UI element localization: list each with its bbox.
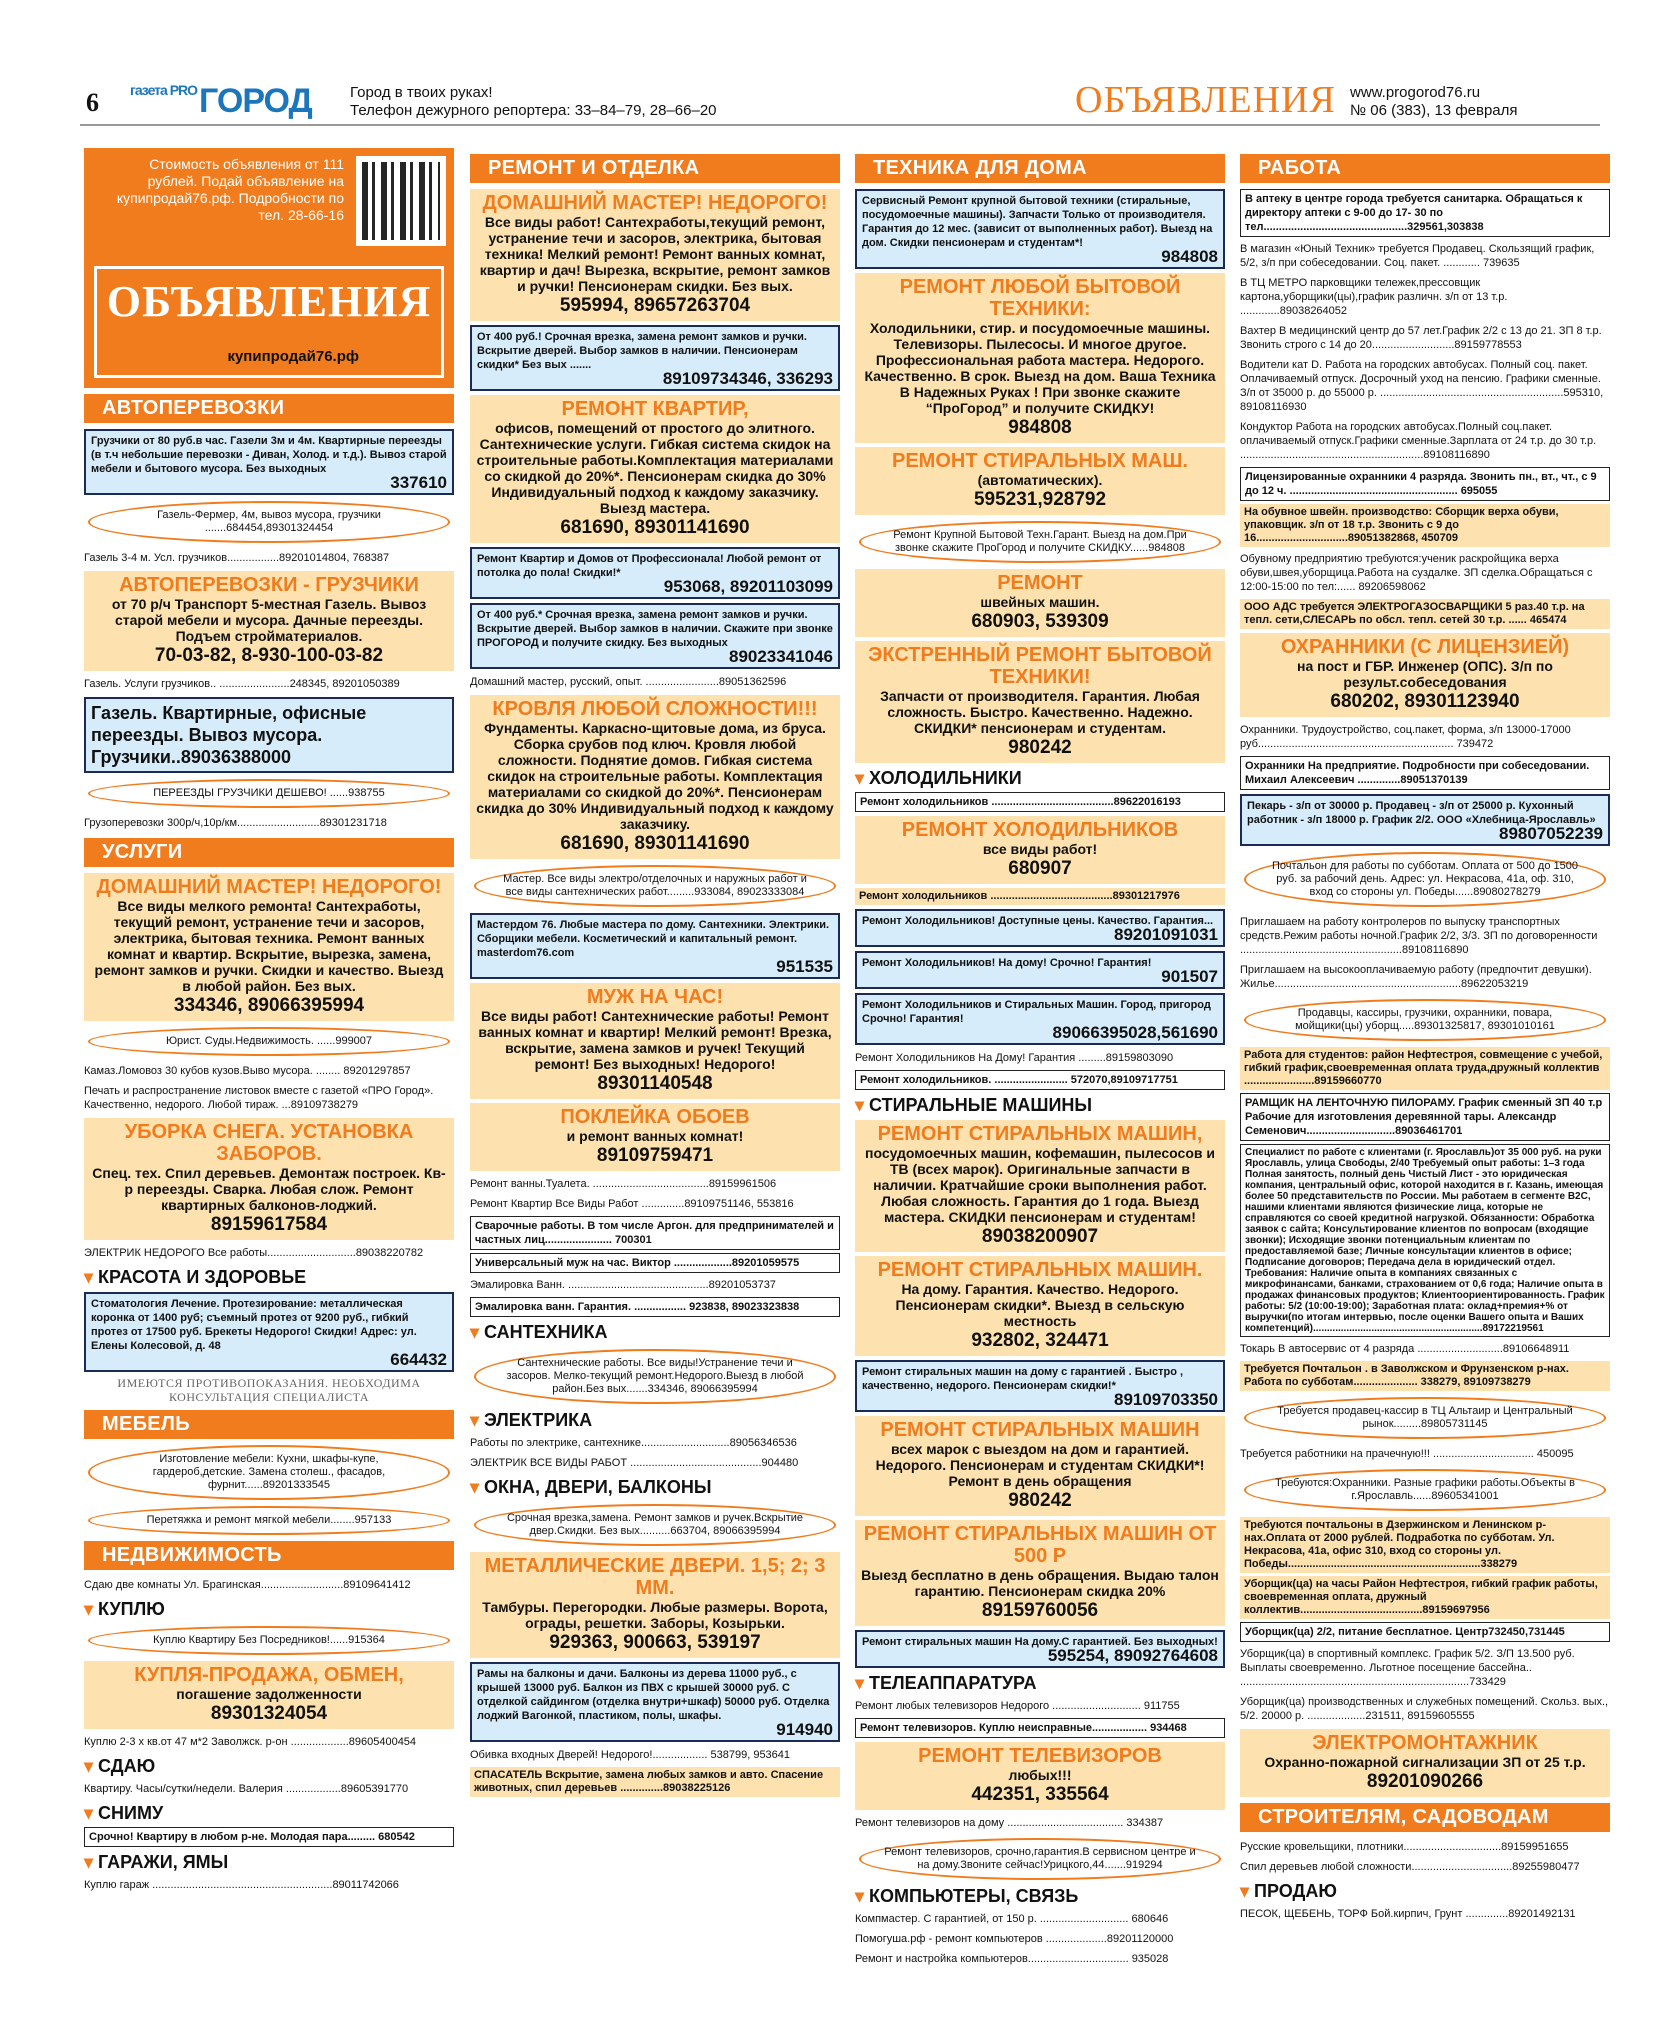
ad-phone: 680907: [1008, 858, 1072, 879]
strip-ad: Требуется Почтальон . в Заволжском и Фрунзенском р-нах. Работа по субботам..................... 338279, 89109738279: [1240, 1361, 1610, 1391]
line-ad: Печать и распространение листовок вместе с газетой «ПРО Город». Качественно, недорого. Любой тираж. ...89109738279: [84, 1085, 434, 1111]
ad-phone: 89109759471: [596, 1145, 714, 1166]
strip-ad: Требуются почтальоны в Дзержинском и Ленинском р-нах.Оплата от 2000 рублей. Подработка по субботам. Ул. Некрасова, 41а, офис 310, вход со стороны ул. Победы...............................................................338279: [1240, 1517, 1610, 1573]
oval-ad: Требуются:Охранники. Разные графики работы.Объекты в г.Ярославль......89605341001: [1244, 1469, 1606, 1511]
ad-box: [855, 1630, 1225, 1668]
ad-title: РЕМОНТ СТИРАЛЬНЫХ МАШИН: [880, 1419, 1200, 1441]
ad-text: Стоматология Лечение. Протезирование: металлическая коронка от 1400 руб; съемный протез от 9200 руб., гибкий протез от 17500 руб. Брекеты Недорого! Скидки! Адрес: ул. Елены Колесовой, д. 48: [91, 1298, 417, 1352]
boxed-ad: Уборщик(ца) 2/2, питание бесплатное. Центр732450,731445: [1240, 1622, 1610, 1642]
highlight-ad: [855, 641, 1225, 763]
ad-text: От 400 руб.* Срочная врезка, замена ремонт замков и ручки. Вскрытие дверей. Выбор замков в наличии. Скажите при звонке ПРОГОРОД и получите скидку. Без выходных: [477, 609, 833, 649]
ad-title: ЭЛЕКТРОМОНТАЖНИК: [1312, 1732, 1538, 1754]
subsection-washers: ▾ СТИРАЛЬНЫЕ МАШИНЫ: [855, 1095, 1225, 1116]
ad-phone: 681690, 89301141690: [560, 517, 750, 538]
line-ad: Уборщик(ца) производственных и служебных помещений. Скольз. вых., 5/2. 20000 р. ...................231511, 89159605555: [1240, 1696, 1609, 1722]
line-ad: Газель. Услуги грузчиков.. .......................248345, 89201050389: [84, 678, 400, 690]
boxed-ad: Лицензированные охранники 4 разряда. Звонить пн., вт., чт., с 9 до 12 ч. ....................................................... 695055: [1240, 467, 1610, 501]
highlight-ad: [855, 1256, 1225, 1356]
ad-phone: 595994, 89657263704: [559, 295, 751, 316]
boxed-ad: РАМЩИК НА ЛЕНТОЧНУЮ ПИЛОРАМУ. График сменный ЗП 40 т.р Рабочие для изготовления деревянной тары. Александр Семенович.............................89036461701: [1240, 1093, 1610, 1141]
line-ad: Грузоперевозки 300р/ч,10р/км...........................89301231718: [84, 817, 387, 829]
line-ad: Охранники. Трудоустройство, соц.пакет, форма, з/п 13000-17000 руб................................................................ 739472: [1240, 724, 1571, 750]
ad-phone: 442351, 335564: [971, 1784, 1109, 1805]
ad-phone: 89109734346, 336293: [662, 369, 833, 388]
line-ad: Спил деревьев любой сложности.................................89255980477: [1240, 1861, 1580, 1873]
strip-ad: Уборщик(ца) на часы Район Нефтестроя, гибкий график работы, своевременная оплата, дружный коллектив........................................89159697956: [1240, 1576, 1610, 1619]
oval-ad: Газель-Фермер, 4м, вывоз мусора, грузчики .......684454,89301324454: [88, 501, 450, 543]
ad-phone: 89201090266: [1366, 1771, 1484, 1792]
line-ad: ЭЛЕКТРИК НЕДОРОГО Все работы.............................89038220782: [84, 1247, 424, 1259]
line-ad: Приглашаем на высокооплачиваемую работу (предпочтит девушки). Жилье.............................................................89622053219: [1240, 964, 1592, 990]
ad-phone: 89066395028,561690: [1052, 1023, 1218, 1042]
subsection-rent-out: ▾ СДАЮ: [84, 1756, 454, 1777]
ad-title: ПОКЛЕЙКА ОБОЕВ: [560, 1106, 750, 1128]
line-ad: Обувному предприятию требуются:ученик раскройщика верха обуви,швея,уборщица.Работа на суздалке. ЗП сделка.Обращаться с 12:00-15:00 по тел:...... 89206598062: [1240, 553, 1593, 593]
ad-text: Холодильники, стир. и посудомоечные машины. Телевизоры. Пылесосы. И многое другое. Профессиональная работа мастера. Недорого. Качественно. В срок. Выезд на дом. Ваша Техника В Надежных Руках ! При звонке скажите “ПроГород” и получите СКИДКУ!: [864, 320, 1216, 416]
ad-text: Ремонт Холодильников! На дому! Срочно! Гарантия!: [862, 957, 1152, 969]
ad-title: РЕМОНТ СТИРАЛЬНЫХ МАШИН.: [877, 1259, 1203, 1281]
ad-title: АВТОПЕРЕВОЗКИ - ГРУЗЧИКИ: [119, 574, 419, 596]
ad-text: Грузчики от 80 руб.в час. Газели 3м и 4м. Квартирные переезды (в т.ч небольшие перевозки - Диван, Холод. и т.д.). Вывоз старой мебели и бытового мусора. Без выходных: [91, 435, 447, 475]
highlight-ad: [855, 1120, 1225, 1252]
ad-title: МЕТАЛЛИЧЕСКИЕ ДВЕРИ. 1,5; 2; 3 ММ.: [484, 1555, 826, 1599]
line-ad: Камаз.Ломовоз 30 кубов кузов.Выво мусора. ........ 89201297857: [84, 1065, 411, 1077]
subsection-computers: ▾ КОМПЬЮТЕРЫ, СВЯЗЬ: [855, 1886, 1225, 1907]
line-ad: Эмалировка Ванн. ..............................................89201053737: [470, 1279, 776, 1291]
ad-box: [1240, 794, 1610, 846]
line-ad: Ремонт и настройка компьютеров................................. 935028: [855, 1953, 1169, 1965]
ad-phone: 932802, 324471: [971, 1330, 1109, 1351]
issue-number: № 06 (383), 13 февраля: [1350, 102, 1518, 119]
ad-title: РЕМОНТ ЛЮБОЙ БЫТОВОЙ ТЕХНИКИ:: [899, 276, 1181, 320]
highlight-ad: [855, 1520, 1225, 1626]
oval-ad: Сантехнические работы. Все виды!Устранение течи и засоров. Мелко-текущий ремонт.Недорого.Выезд в любой район.Без вых.......334346, 89066395994: [474, 1349, 836, 1404]
ad-text: От 400 руб.! Срочная врезка, замена ремонт замков и ручки. Вскрытие дверей. Выбор замков в наличии. Пенсионерам скидки* Без вых .......: [477, 331, 807, 371]
ad-phone: 89807052239: [1498, 824, 1603, 843]
ad-box: [470, 603, 840, 669]
ad-text: Ремонт Холодильников и Стиральных Машин. Город, пригород Срочно! Гарантия!: [862, 999, 1211, 1025]
ad-phone: 89109703350: [1113, 1390, 1218, 1409]
strip-ad: На обувное швейн. производство: Сборщик верха обуви, упаковщик. з/п от 18 т.р. Звонить с 9 до 16..............................89051382868, 450709: [1240, 504, 1610, 547]
ad-box: [855, 951, 1225, 989]
highlight-ad: [84, 571, 454, 671]
ad-text: Все виды мелкого ремонта! Сантехработы, текущий ремонт, устранение течи и засоров, электрика, бытовая техника. Ремонт ванных комнат и квартир. Вскрытие, вырезка, замена, ремонт замков и ручки. Скидки и качество. Выезд в любой район. Без вых.: [94, 898, 444, 994]
ad-text: все виды работ!: [982, 841, 1098, 857]
boxed-ad: Специалист по работе с клиентами (г. Ярославль)от 35 000 руб. на руки Ярославль, улица Свободы, 2/40 Требуемый опыт работы: 1–3 года Полная занятость, полный день Чистый Лист - это юридическая компания, центральный офис, которой находится в г. Казань, имеющая более 50 представительств по России. Мы работаем в сегменте B2C, нашими клиентами являются физические лица, которые не справляются со своей кредитной нагрузкой. Обязанности: Обработка заявок с сайта; Консультирование клиентов по вопросам (входящие звонки); Исходящие звонки потенциальным клиентам по предоставляемой базе; Личные консультации клиентов в офисе; Подписание договоров; Передача дела в юридический отдел. Требования: Наличие опыта в компаниях связанных с микрофинансами, банками, страхованием от 0,6 года; Наличие опыта в продажах финансовых продуктов; Клиентоориентированность. График работы: 5/2 (10:00-19:00); Заработная плата: оклад+премия+% от выручки(по итогам интервью, после оценки Вашего опыта и Ваших компетенций).............................................................89172219561: [1240, 1144, 1610, 1337]
line-ad: Обивка входных Дверей! Недорого!.................. 538799, 953641: [470, 1749, 791, 1761]
line-ad: Куплю 2-3 х кв.от 47 м*2 Заволжск. р-он ...................89605400454: [84, 1736, 417, 1748]
subsection-fridges: ▾ ХОЛОДИЛЬНИКИ: [855, 768, 1225, 789]
section-builders: СТРОИТЕЛЯМ, САДОВОДАМ: [1240, 1803, 1610, 1832]
site-url[interactable]: www.progorod76.ru: [1350, 84, 1481, 101]
ad-title: ОХРАННИКИ (С ЛИЦЕНЗИЕЙ): [1280, 636, 1570, 658]
highlight-ad: [855, 816, 1225, 884]
ad-title: УБОРКА СНЕГА. УСТАНОВКА ЗАБОРОВ.: [124, 1121, 414, 1165]
highlight-ad: [470, 189, 840, 321]
slogan-line-2: Телефон дежурного репортера: 33–84–79, 28–66–20: [350, 102, 717, 119]
ad-text: Охранно-пожарной сигнализации ЗП от 25 т.р.: [1264, 1754, 1586, 1770]
ad-box: [855, 909, 1225, 947]
oval-ad: Срочная врезка,замена. Ремонт замков и ручек.Вскрытие двер.Скидки. Без вых..........663704, 89066395994: [474, 1504, 836, 1546]
ad-phone: 89201091031: [1113, 925, 1218, 944]
ad-phone: 89023341046: [728, 647, 833, 666]
ad-phone: 334346, 89066395994: [173, 995, 365, 1016]
line-ad: Водители кат D. Работа на городских автобусах. Полный соц. пакет. Оплачиваемый отпуск. Досрочный уход на пенсию. Графики сменные. З/п от 35000 р. до 55000 р. ............................................................595310, 89108116930: [1240, 359, 1604, 413]
ad-phone: 595254, 89092764608: [1047, 1646, 1218, 1665]
line-ad: Русские кровельщики, плотники................................89159951655: [1240, 1841, 1569, 1853]
column-4: [1240, 148, 1610, 1925]
section-jobs: РАБОТА: [1240, 154, 1610, 183]
highlight-ad: [855, 1742, 1225, 1810]
slogan-line-1: Город в твоих руках!: [350, 84, 493, 101]
ad-text: на пост и ГБР. Инженер (ОПС). З/п по результ.собеседования: [1297, 658, 1553, 690]
ad-title: МУЖ НА ЧАС!: [586, 986, 724, 1008]
ad-text: Тамбуры. Перегородки. Любые размеры. Ворота, ограды, решетки. Заборы, Козырьки.: [482, 1599, 828, 1631]
line-ad: В магазин «Юный Техник» требуется Продавец. Скользящий график, 5/2, з/п при собеседовании. Соц. пакет. ............ 739635: [1240, 243, 1595, 269]
boxed-ad: Ремонт холодильников ........................................89622016193: [855, 792, 1225, 812]
disclaimer: ИМЕЮТСЯ ПРОТИВОПОКАЗАНИЯ. НЕОБХОДИМА КОНСУЛЬТАЦИЯ СПЕЦИАЛИСТА: [117, 1376, 421, 1404]
ad-box: [855, 189, 1225, 269]
line-ad: Ремонт телевизоров на дому ...................................... 334387: [855, 1817, 1164, 1829]
ad-text: Газель. Квартирные, офисные переезды. Вывоз мусора. Грузчики..89036388000: [91, 703, 367, 767]
line-ad: Приглашаем на работу контролеров по выпуску транспортных средств.Режим работы ночной.График 2/2, 3/3. ЗП по договоренности .....................................................89108116890: [1240, 916, 1598, 956]
site-info: [1350, 84, 1518, 120]
ad-text: Ремонт Холодильников! Доступные цены. Качество. Гарантия...: [862, 915, 1214, 927]
line-ad: Помогуша.рф - ремонт компьютеров ....................89201120000: [855, 1933, 1174, 1945]
ad-phone: 680202, 89301123940: [1330, 691, 1520, 712]
ad-box: [84, 1292, 454, 1372]
strip-ad: Ремонт холодильников ........................................89301217976: [855, 888, 1225, 905]
line-ad: Токарь В автосервис от 4 разряда ............................89106648911: [1240, 1343, 1570, 1355]
highlight-ad: [855, 1416, 1225, 1516]
oval-ad: Мастер. Все виды электро/отделочных и наружных работ и все виды сантехнических работ.........933084, 89023333084: [474, 865, 836, 907]
boxed-ad: Универсальный муж на час. Виктор ...................89201059575: [470, 1253, 840, 1273]
ad-phone: 680903, 539309: [971, 611, 1109, 632]
highlight-ad: [1240, 633, 1610, 717]
ad-text: Рамы на балконы и дачи. Балконы из дерева 11000 руб., с крышей 13000 руб. Балкон из ПВХ с крышей 30000 руб. С отделкой сайдингом (отделка внутри+шкаф) 50000 руб. Отделка лоджий Вагонкой, пластиком, полы, шкафы.: [477, 1668, 830, 1722]
strip-ad: ООО АДС требуется ЭЛЕКТРОГАЗОСВАРЩИКИ 5 раз.40 т.р. на тепл. сети,СЛЕСАРЬ по обсл. тепл. сетей 30 т.р. ...... 465474: [1240, 599, 1610, 629]
ad-title: РЕМОНТ ХОЛОДИЛЬНИКОВ: [901, 819, 1179, 841]
slogan: [350, 84, 717, 120]
ad-title: КРОВЛЯ ЛЮБОЙ СЛОЖНОСТИ!!!: [492, 698, 818, 720]
ad-phone: 681690, 89301141690: [560, 833, 750, 854]
ad-phone: 89301324054: [210, 1703, 328, 1724]
ad-title: РЕМОНТ СТИРАЛЬНЫХ МАШИН,: [877, 1123, 1203, 1145]
highlight-ad: [470, 695, 840, 859]
ad-phone: 951535: [776, 957, 833, 976]
ad-phone: 953068, 89201103099: [663, 577, 833, 596]
highlight-ad: [855, 569, 1225, 637]
section-autotransport: АВТОПЕРЕВОЗКИ: [84, 394, 454, 423]
ad-phone: 984808: [1008, 417, 1072, 438]
ad-phone: 980242: [1008, 737, 1072, 758]
line-ad: Ремонт ванны.Туалета. ......................................89159961506: [470, 1178, 777, 1190]
ad-title: РЕМОНТ: [997, 572, 1083, 594]
ad-text: Пекарь - з/п от 30000 р. Продавец - з/п от 25000 р. Кухонный работник - з/п 18000 р. График 2/2. ООО «Хлебница-Ярославль»: [1247, 800, 1596, 826]
page-header: [80, 76, 1600, 126]
ad-box: [470, 547, 840, 599]
ad-text: Выезд бесплатно в день обращения. Выдаю талон гарантию. Пенсионерам скидка 20%: [861, 1567, 1219, 1599]
logo-small: газета PRO: [130, 82, 198, 98]
ad-phone: 70-03-82, 8-930-100-03-82: [154, 645, 384, 666]
ad-box: [84, 429, 454, 495]
ad-text: (автоматических).: [977, 472, 1103, 488]
ad-phone: 89159760056: [981, 1600, 1099, 1621]
subsection-windows: ▾ ОКНА, ДВЕРИ, БАЛКОНЫ: [470, 1477, 840, 1498]
boxed-ad: В аптеку в центре города требуется санитарка. Обращаться к директору аптеки с 9-00 до 17- 30 по тел...............................................329561,303838: [1240, 189, 1610, 237]
ad-phone: 337610: [390, 473, 447, 492]
oval-ad: Требуется продавец-кассир в ТЦ Альтаир и Центральный рынок.........89805731145: [1244, 1397, 1606, 1439]
ad-box: [855, 993, 1225, 1045]
ad-text: Все виды работ! Сантехработы,текущий ремонт, устранение течи и засоров, электрика, бытовая техника! Мелкий ремонт! Ремонт ванных комнат, квартир и дач! Вырезка, вскрытие, ремонт замков и ручки! Пенсионерам скидки. Без вых.: [479, 214, 831, 294]
line-ad: Работы по электрике, сантехнике.............................89056346536: [470, 1437, 797, 1449]
ad-text: Фундаменты. Каркасно-щитовые дома, из бруса. Сборка срубов под ключ. Кровля любой сложности. Поднятие домов. Гибкая система скидок на строительные работы. Комплектация материалами со скидкой до 20%*. Пенсионерам скидка до 30% Индивидуальный подход к каждому заказчику.: [476, 720, 834, 832]
ad-text: Сервисный Ремонт крупной бытовой техники (стиральные, посудомоечные машины). Запчасти Только от производителя. Гарантия до 12 мес. (зависит от выполненных работ). Выезд на дом. Скидки пенсионерам и студентам*!: [862, 195, 1213, 249]
boxed-ad: Сварочные работы. В том числе Аргон. для предпринимателей и частных лиц...................... 700301: [470, 1216, 840, 1250]
section-furniture: МЕБЕЛЬ: [84, 1410, 454, 1439]
ad-title: ДОМАШНИЙ МАСТЕР! НЕДОРОГО!: [482, 192, 828, 214]
ad-title: ДОМАШНИЙ МАСТЕР! НЕДОРОГО!: [96, 876, 442, 898]
line-ad: Компмастер. С гарантией, от 150 р. ............................. 680646: [855, 1913, 1169, 1925]
line-ad: ЭЛЕКТРИК ВСЕ ВИДЫ РАБОТ ...........................................904480: [470, 1457, 799, 1469]
ad-text: всех марок с выездом на дом и гарантией. Недорого. Пенсионерам и студентам СКИДКИ*! Ремонт в день обращения: [875, 1441, 1205, 1489]
boxed-ad: Ремонт телевизоров. Куплю неисправные.................. 934468: [855, 1718, 1225, 1738]
logo: [130, 82, 312, 121]
ad-box: [84, 697, 454, 773]
ad-text: офисов, помещений от простого до элитного. Сантехнические услуги. Гибкая система скидок на строительные работы.Комплектация материалами со скидкой до 20%*. Пенсионерам скидка до 30% Индивидуальный подход к каждому заказчику. Выезд мастера.: [476, 420, 834, 516]
subsection-garages: ▾ ГАРАЖИ, ЯМЫ: [84, 1852, 454, 1873]
subsection-plumbing: ▾ САНТЕХНИКА: [470, 1322, 840, 1343]
column-1: [84, 148, 454, 1896]
ad-text: Запчасти от производителя. Гарантия. Любая сложность. Быстро. Качественно. Надежно. СКИДКИ* пенсионерам и студентам.: [880, 688, 1200, 736]
boxed-ad: Охранники На предприятие. Подробности при собеседовании. Михаил Алексеевич ..............89051370139: [1240, 756, 1610, 790]
highlight-ad: [855, 447, 1225, 515]
ad-box: [855, 1360, 1225, 1412]
logo-text: ГОРОД: [199, 82, 312, 120]
ad-text: Спец. тех. Спил деревьев. Демонтаж построек. Кв-р переезды. Сварка. Любая слож. Ремонт квартирных балконов-лоджий.: [92, 1165, 446, 1213]
ad-text: Ремонт стиральных машин на дому с гарантией . Быстро , качественно, недорого. Пенсионерам скидки!*: [862, 1366, 1184, 1392]
ad-phone: 929363, 900663, 539197: [549, 1632, 761, 1653]
subsection-tv: ▾ ТЕЛЕАППАРАТУРА: [855, 1673, 1225, 1694]
ad-phone: 595231,928792: [973, 489, 1107, 510]
highlight-ad: [470, 983, 840, 1099]
ad-text: Ремонт стиральных машин На дому.С гарантией. Без выходных!: [862, 1636, 1218, 1648]
ad-text: любых!!!: [1008, 1767, 1072, 1783]
highlight-ad: [470, 395, 840, 543]
oval-ad: Почтальон для работы по субботам. Оплата от 500 до 1500 руб. за рабочий день. Адрес: ул. Некрасова, 41а, оф. 310, вход со стороны ул. Победы......89080278279: [1244, 852, 1606, 907]
line-ad: Вахтер В медицинский центр до 57 лет.График 2/2 с 13 до 21. ЗП 8 т.р. Звонить строго с 14 до 20...........................89159778553: [1240, 325, 1602, 351]
highlight-ad: [1240, 1729, 1610, 1797]
page-number: 6: [86, 88, 99, 117]
line-ad: В ТЦ МЕТРО парковщики тележек,прессовщик картона,уборщики(цы),график различн. з/п от 13 т.р. .............89038264052: [1240, 277, 1508, 317]
highlight-ad: [470, 1103, 840, 1171]
oval-ad: Продавцы, кассиры, грузчики, охранники, повара, мойщики(цы) уборщ.....89301325817, 89301010161: [1244, 999, 1606, 1041]
section-realty: НЕДВИЖИМОСТЬ: [84, 1541, 454, 1570]
column-3: [855, 148, 1225, 1970]
subsection-rent: ▾ СНИМУ: [84, 1803, 454, 1824]
ad-text: Все виды работ! Сантехнические работы! Ремонт ванных комнат и квартир! Мелкий ремонт! Врезка, вскрытие, замена замков и ручек! Текущий ремонт! Без выходных! Недорого!: [478, 1008, 832, 1072]
boxed-ad: Срочно! Квартиру в любом р-не. Молодая пара......... 680542: [84, 1827, 454, 1847]
oval-ad: Изготовление мебели: Кухни, шкафы-купе, гардероб,детские. Замена столеш., фасадов, фурнит......89201333545: [88, 1445, 450, 1500]
ad-text: погашение задолженности: [176, 1686, 362, 1702]
oval-ad: Ремонт Крупной Бытовой Техн.Гарант. Выезд на дом.При звонке скажите ПроГород и получите СКИДКУ......984808: [859, 521, 1221, 563]
line-ad: Ремонт Квартир Все Виды Работ ..............89109751146, 553816: [470, 1198, 794, 1210]
ad-text: посудомоечных машин, кофемашин, пылесосов и ТВ (всех марок). Оригинальные запчасти в наличии. Кратчайшие сроки выполнения работ. Любая сложность. Гарантия до 1 года. Выезд мастера. СКИДКИ пенсионерам и студентам!: [865, 1145, 1215, 1225]
column-2: [470, 148, 840, 1800]
ad-phone: 89038200907: [981, 1226, 1099, 1247]
ad-title: РЕМОНТ КВАРТИР,: [561, 398, 749, 420]
line-ad: Газель 3-4 м. Усл. грузчиков.................89201014804, 768387: [84, 552, 390, 564]
ad-phone: 89301140548: [597, 1073, 713, 1094]
subsection-sell: ▾ ПРОДАЮ: [1240, 1881, 1610, 1902]
subsection-electric: ▾ ЭЛЕКТРИКА: [470, 1410, 840, 1431]
promo-box: [84, 148, 454, 388]
oval-ad: Куплю Квартиру Без Посредников!......915364: [88, 1626, 450, 1655]
line-ad: Уборщик(ца) в спортивный комплекс. График 5/2. З/П 13.500 руб. Выплаты своевременно. Льготное посещение бассейна.. ...........................................................................733429: [1240, 1648, 1575, 1688]
line-ad: Квартиру. Часы/сутки/недели. Валерия ..................89605391770: [84, 1783, 409, 1795]
oval-ad: Перетяжка и ремонт мягкой мебели........957133: [88, 1506, 450, 1535]
strip-ad: Работа для студентов: район Нефтестроя, совмещение с учебой, гибкий график,своевременная оплата труда,дружный коллектив .......................89159660770: [1240, 1047, 1610, 1090]
promo-title: ОБЪЯВЛЕНИЯ: [106, 277, 432, 326]
strip-ad: СПАСАТЕЛЬ Вскрытие, замена любых замков и авто. Спасение животных, спил деревьев ..............89038225126: [470, 1767, 840, 1797]
section-title: ОБЪЯВЛЕНИЯ: [1075, 79, 1336, 121]
subsection-buy: ▾ КУПЛЮ: [84, 1599, 454, 1620]
ad-text: швейных машин.: [980, 594, 1100, 610]
ad-title: РЕМОНТ ТЕЛЕВИЗОРОВ: [918, 1745, 1162, 1767]
highlight-ad: [84, 1118, 454, 1240]
ad-text: и ремонт ванных комнат!: [566, 1128, 744, 1144]
section-repair: РЕМОНТ И ОТДЕЛКА: [470, 154, 840, 183]
line-ad: Кондуктор Работа на городских автобусах.Полный соц.пакет. оплачиваемый отпуск.Графики сменные.Зарплата от 24 т.р. до 30 т.р. ............................................................89108116890: [1240, 421, 1597, 461]
section-home-appliances: ТЕХНИКА ДЛЯ ДОМА: [855, 154, 1225, 183]
ad-box: [470, 913, 840, 979]
boxed-ad: Эмалировка ванн. Гарантия. ................. 923838, 89023323838: [470, 1297, 840, 1317]
ad-phone: 980242: [1008, 1490, 1072, 1511]
subsection-beauty: ▾ КРАСОТА И ЗДОРОВЬЕ: [84, 1267, 454, 1288]
line-ad: Сдаю две комнаты Ул. Брагинская...........................89109641412: [84, 1579, 411, 1591]
highlight-ad: [84, 1661, 454, 1729]
ad-phone: 914940: [776, 1720, 833, 1739]
ad-text: от 70 р/ч Транспорт 5-местная Газель. Вывоз старой мебели и мусора. Дачные переезды. Подъем стройматериалов.: [111, 596, 427, 644]
ad-text: Мастердом 76. Любые мастера по дому. Сантехники. Электрики. Сборщики мебели. Косметический и капитальный ремонт. masterdom76.com: [477, 919, 830, 959]
ad-text: Ремонт Квартир и Домов от Профессионала! Любой ремонт от потолка до пола! Скидки!*: [477, 553, 822, 579]
ad-box: [470, 325, 840, 391]
ad-phone: 89159617584: [210, 1214, 328, 1235]
ad-phone: 984808: [1161, 247, 1218, 266]
boxed-ad: Ремонт холодильников. ........................ 572070,89109717751: [855, 1070, 1225, 1090]
ad-title: РЕМОНТ СТИРАЛЬНЫХ МАШ.: [891, 450, 1188, 472]
qr-code-icon[interactable]: [356, 156, 446, 246]
line-ad: Требуется работники на прачечную!!! ................................. 450095: [1240, 1448, 1574, 1460]
ad-box: [470, 1662, 840, 1742]
ad-title: РЕМОНТ СТИРАЛЬНЫХ МАШИН ОТ 500 Р: [863, 1523, 1217, 1567]
ad-phone: 664432: [390, 1350, 447, 1369]
highlight-ad: [84, 873, 454, 1021]
promo-link[interactable]: купипродай76.рф: [227, 348, 359, 365]
line-ad: Домашний мастер, русский, опыт. ........................89051362596: [470, 676, 787, 688]
section-services: УСЛУГИ: [84, 838, 454, 867]
line-ad: ПЕСОК, ЩЕБЕНЬ, ТОРФ Бой.кирпич, Грунт ..............89201492131: [1240, 1908, 1576, 1920]
line-ad: Куплю гараж ...........................................................89011742066: [84, 1879, 399, 1891]
line-ad: Ремонт любых телевизоров Недорого ............................. 911755: [855, 1700, 1180, 1712]
promo-text: Стоимость объявления от 111 рублей. Подай объявление на купипродай76.рф. Подробности по тел. 28-66-16: [116, 156, 344, 223]
ad-phone: 901507: [1161, 967, 1218, 986]
ad-text: На дому. Гарантия. Качество. Недорого. Пенсионерам скидки*. Выезд в сельскую местность: [895, 1281, 1185, 1329]
oval-ad: Ремонт телевизоров, срочно,гарантия.В сервисном центре и на дому.Звоните сейчас!Урицкого,44.......919294: [859, 1838, 1221, 1880]
ad-title: КУПЛЯ-ПРОДАЖА, ОБМЕН,: [134, 1664, 404, 1686]
highlight-ad: [470, 1552, 840, 1658]
ad-title: ЭКСТРЕННЫЙ РЕМОНТ БЫТОВОЙ ТЕХНИКИ!: [868, 644, 1212, 688]
line-ad: Ремонт Холодильников На Дому! Гарантия .........89159803090: [855, 1052, 1174, 1064]
highlight-ad: [855, 273, 1225, 443]
oval-ad: Юрист. Суды.Недвижимость. ......999007: [88, 1027, 450, 1056]
oval-ad: ПЕРЕЕЗДЫ ГРУЗЧИКИ ДЕШЕВО! ......938755: [88, 779, 450, 808]
